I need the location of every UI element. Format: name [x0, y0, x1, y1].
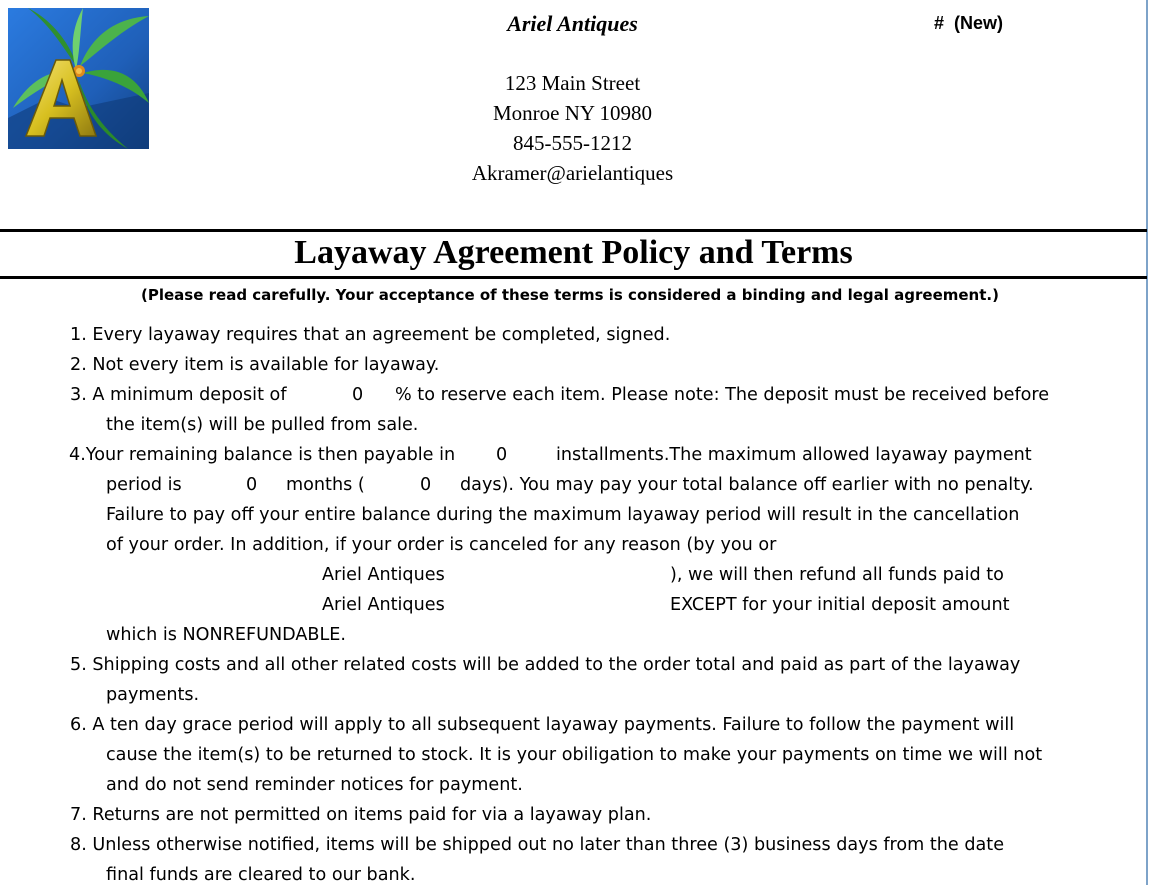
except-text: EXCEPT for your initial deposit amount: [670, 595, 1010, 615]
term-4-text-start: 4.Your remaining balance is then payable in: [69, 445, 456, 465]
term-3-text-start: 3. A minimum deposit of: [70, 385, 287, 405]
term-7: 7. Returns are not permitted on items paid for via a layaway plan.: [70, 805, 652, 825]
term-4-except: [0, 590, 1140, 620]
page-title: Layaway Agreement Policy and Terms: [294, 234, 853, 271]
term-8-continued: final funds are cleared to our bank.: [106, 865, 416, 885]
term-3: [70, 380, 1070, 410]
company-address: [400, 68, 745, 188]
term-4-text-end: installments.The maximum allowed layaway payment: [556, 445, 1032, 465]
period-days-field: 0: [420, 475, 432, 495]
min-deposit-percent-field: 0: [352, 385, 364, 405]
term-4-period: [106, 470, 1106, 500]
term-4-refund: [0, 560, 1140, 590]
company-logo: [8, 8, 149, 149]
term-3-text-end: % to reserve each item. Please note: The deposit must be received before: [395, 385, 1050, 405]
period-months-field: 0: [246, 475, 258, 495]
term-6-continued: cause the item(s) to be returned to stock. It is your obiligation to make your payments on time we will not: [106, 745, 1043, 765]
term-6: 6. A ten day grace period will apply to all subsequent layaway payments. Failure to follow the payment will: [70, 715, 1015, 735]
installments-field: 0: [496, 445, 508, 465]
except-company-name: Ariel Antiques: [322, 595, 445, 615]
term-3-continued: the item(s) will be pulled from sale.: [106, 415, 419, 435]
term-4-cancel: of your order. In addition, if your order is canceled for any reason (by you or: [106, 535, 777, 555]
term-1: 1. Every layaway requires that an agreement be completed, signed.: [70, 325, 671, 345]
days-text: days). You may pay your total balance off earlier with no penalty.: [460, 475, 1034, 495]
refund-text: ), we will then refund all funds paid to: [670, 565, 1004, 585]
title-top-rule: [0, 229, 1147, 232]
binding-notice: (Please read carefully. Your acceptance of these terms is considered a binding and legal agreement.): [141, 286, 999, 304]
address-line-1: 123 Main Street: [504, 71, 641, 95]
address-line-2: Monroe NY 10980: [492, 101, 653, 125]
months-label: months (: [286, 475, 365, 495]
term-6-end: and do not send reminder notices for payment.: [106, 775, 523, 795]
phone-number: 845-555-1212: [513, 131, 632, 155]
term-2: 2. Not every item is available for layaway.: [70, 355, 440, 375]
term-5-continued: payments.: [106, 685, 200, 705]
term-4-failure: Failure to pay off your entire balance during the maximum layaway period will result in the cancellation: [106, 505, 1020, 525]
window-right-border: [1146, 0, 1148, 885]
term-8: 8. Unless otherwise notified, items will be shipped out no later than three (3) business days from the date: [70, 835, 1005, 855]
company-name: Ariel Antiques: [507, 11, 638, 36]
period-label: period is: [106, 475, 182, 495]
title-bottom-rule: [0, 276, 1147, 279]
email-address: Akramer@arielantiques: [471, 161, 674, 185]
document-number: # (New): [934, 13, 1004, 33]
term-4-nonrefundable: which is NONREFUNDABLE.: [106, 625, 347, 645]
refund-company-name: Ariel Antiques: [322, 565, 445, 585]
term-5: 5. Shipping costs and all other related costs will be added to the order total and paid as part of the layaway: [70, 655, 1021, 675]
term-4: [69, 440, 1069, 470]
